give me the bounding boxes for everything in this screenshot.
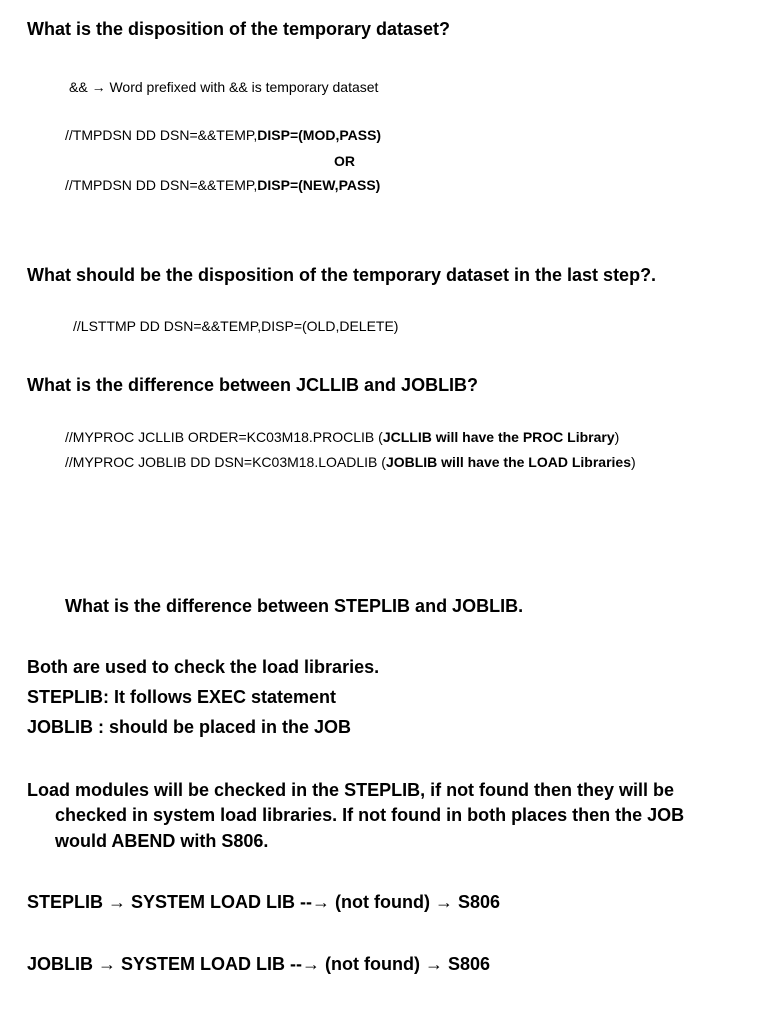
q3-code-line-1-suffix: ) [614, 429, 620, 445]
q4-flow-joblib: JOBLIB → SYSTEM LOAD LIB --→ (not found) → S806 [27, 954, 490, 974]
q3-code-line-1-comment: JCLLIB will have the PROC Library [382, 429, 615, 445]
q4-long-line-3: would ABEND with S806. [55, 831, 269, 851]
q1-note: && → Word prefixed with && is temporary dataset [69, 79, 379, 95]
q4-long-line-1: Load modules will be checked in the STEPLIB, if not found then they will be [27, 780, 675, 800]
q1-code-line-1-disp: DISP=(MOD,PASS) [257, 127, 382, 143]
q1-code-line-2-disp: DISP=(NEW,PASS) [257, 177, 381, 193]
q3-code-line-2-prefix: //MYPROC JOBLIB DD DSN=KC03M18.LOADLIB ( [65, 454, 386, 470]
q1-code-line-2-prefix: //TMPDSN DD DSN=&&TEMP, [65, 177, 258, 193]
q4-heading: What is the difference between STEPLIB and JOBLIB. [65, 596, 524, 616]
q4-long-line-2: checked in system load libraries. If not found in both places then the JOB [55, 805, 685, 825]
q4-paragraph-1: Both are used to check the load libraries. [27, 657, 380, 677]
q1-heading: What is the disposition of the temporary dataset? [27, 19, 451, 39]
q3-code-line-2-suffix: ) [631, 454, 636, 470]
q3-heading: What is the difference between JCLLIB and JOBLIB? [27, 375, 479, 395]
q1-or: OR [334, 153, 355, 169]
q2-heading: What should be the disposition of the temporary dataset in the last step?. [27, 265, 657, 285]
q3-code-line-1-prefix: //MYPROC JCLLIB ORDER=KC03M18.PROCLIB ( [65, 429, 383, 445]
q3-code-line-2-comment: JOBLIB will have the LOAD Libraries [385, 454, 631, 470]
q1-code-line-1 [65, 127, 381, 143]
q4-paragraph-2: STEPLIB: It follows EXEC statement [27, 687, 337, 707]
q3-code-line-1 [65, 429, 619, 445]
q2-code-line: //LSTTMP DD DSN=&&TEMP,DISP=(OLD,DELETE) [73, 318, 399, 334]
q4-paragraph-3: JOBLIB : should be placed in the JOB [27, 717, 352, 737]
q1-code-line-1-prefix: //TMPDSN DD DSN=&&TEMP, [65, 127, 258, 143]
q4-flow-steplib: STEPLIB → SYSTEM LOAD LIB --→ (not found) → S806 [27, 892, 500, 912]
q3-code-line-2 [65, 454, 636, 470]
q1-code-line-2 [65, 177, 380, 193]
